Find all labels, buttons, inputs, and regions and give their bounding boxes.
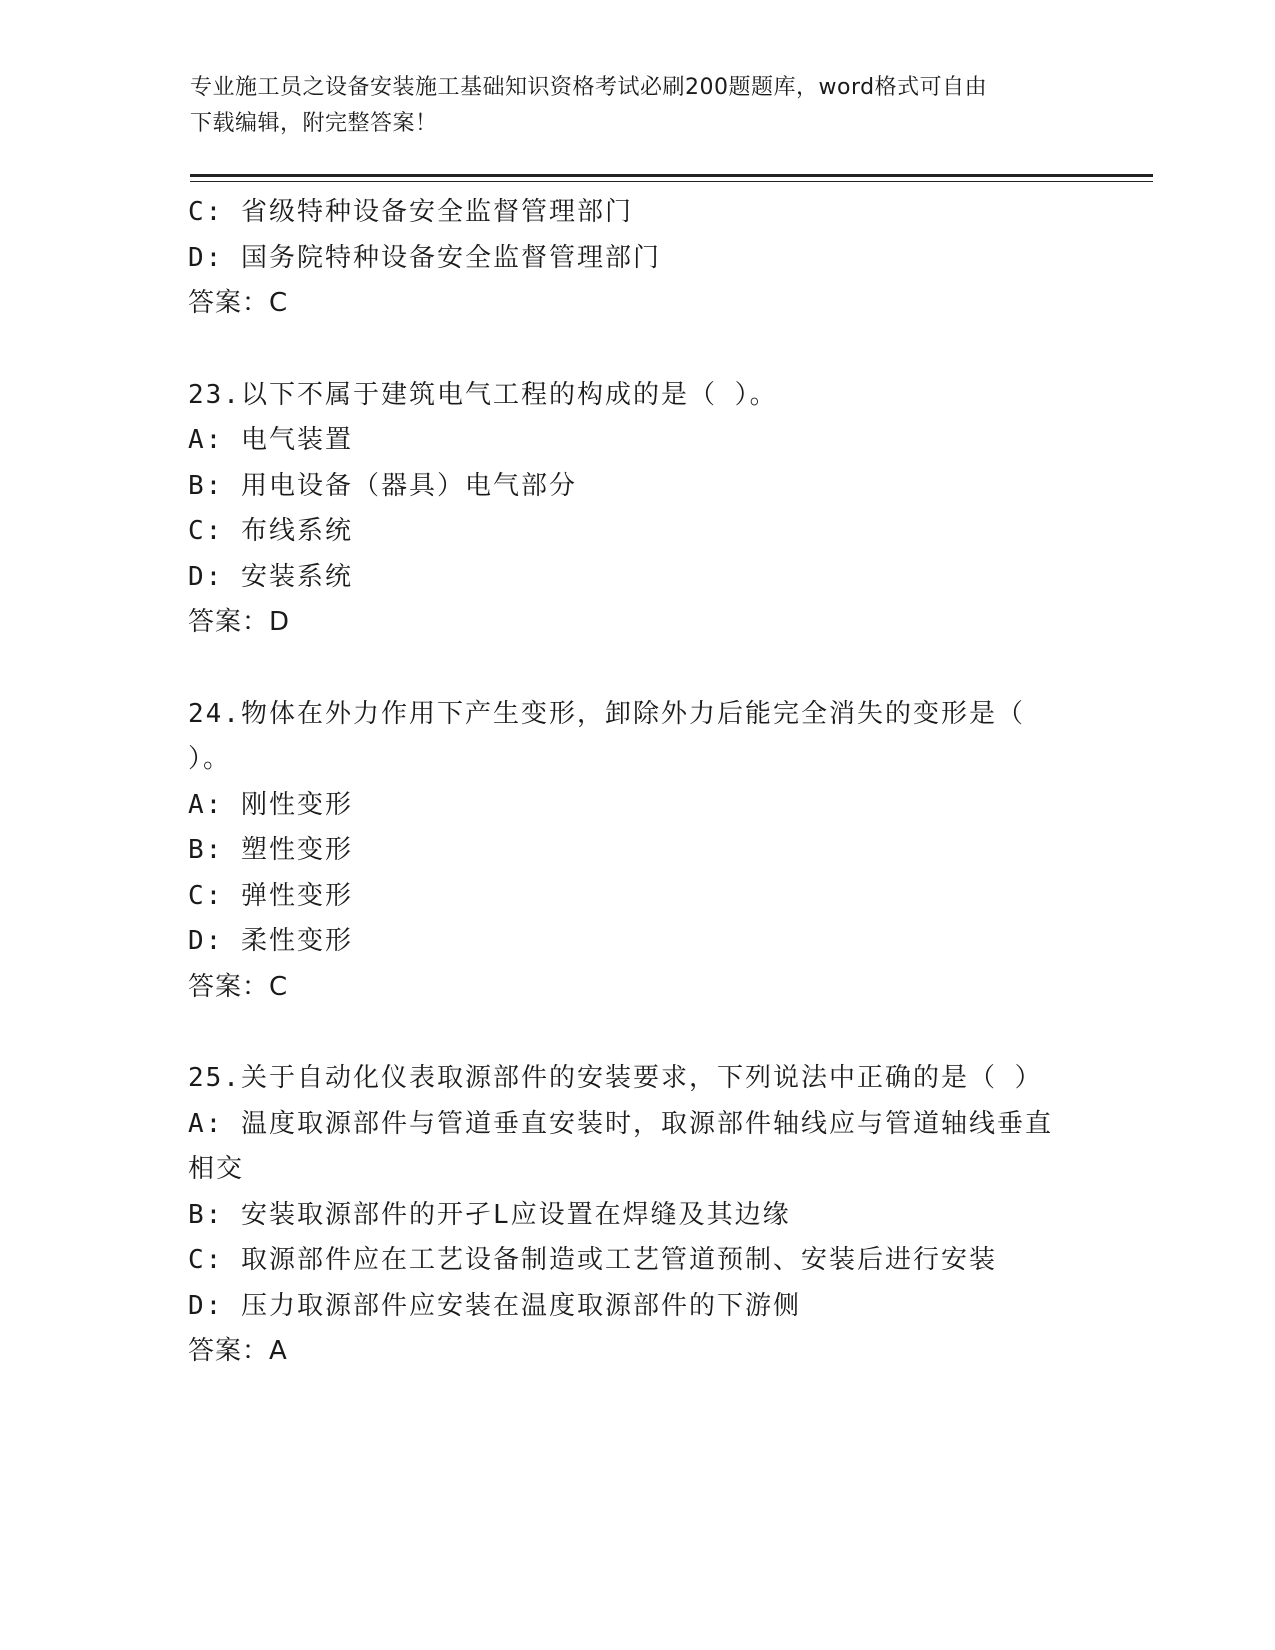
- option-a: A: 刚性变形: [188, 789, 353, 820]
- option-c: C: 取源部件应在工艺设备制造或工艺管道预制、安装后进行安装: [188, 1245, 997, 1275]
- question-25: [188, 1056, 1088, 1375]
- option-a: A: 电气装置: [188, 425, 353, 455]
- question-stem-line-2: ）。: [188, 744, 232, 774]
- option-c: C: 省级特种设备安全监督管理部门: [188, 197, 633, 227]
- header-divider-thick: [190, 174, 1153, 177]
- header-title-line-2: 下载编辑，附完整答案！: [190, 111, 438, 136]
- question-stem: 25.关于自动化仪表取源部件的安装要求，下列说法中正确的是（ ）: [188, 1063, 1043, 1093]
- option-b: B: 塑性变形: [188, 835, 353, 865]
- option-a-line-2: 相交: [188, 1154, 245, 1184]
- option-d: D: 国务院特种设备安全监督管理部门: [188, 242, 661, 273]
- question-22-tail: [188, 190, 1088, 327]
- document-header: [190, 70, 1090, 142]
- header-title-line-1: 专业施工员之设备安装施工基础知识资格考试必刷200题题库，word格式可自由: [190, 75, 988, 100]
- question-stem: 23.以下不属于建筑电气工程的构成的是（ ）。: [188, 379, 778, 410]
- answer-line: 答案：A: [188, 1336, 288, 1366]
- question-list: [188, 190, 1088, 1375]
- question-stem-line-1: 24.物体在外力作用下产生变形，卸除外力后能完全消失的变形是（: [188, 698, 1025, 729]
- answer-line: 答案：C: [188, 288, 289, 318]
- option-c: C: 弹性变形: [188, 880, 353, 911]
- option-b: B: 用电设备（器具）电气部分: [188, 470, 577, 501]
- option-c: C: 布线系统: [188, 516, 353, 546]
- header-divider-thin: [190, 181, 1153, 182]
- question-24: [188, 692, 1088, 1011]
- option-b: B: 安装取源部件的开孑L应设置在焊缝及其边缘: [188, 1199, 791, 1230]
- answer-line: 答案：C: [188, 971, 289, 1002]
- answer-line: 答案：D: [188, 607, 291, 637]
- question-23: [188, 373, 1088, 646]
- option-d: D: 压力取源部件应安装在温度取源部件的下游侧: [188, 1290, 801, 1321]
- option-d: D: 安装系统: [188, 561, 353, 592]
- option-d: D: 柔性变形: [188, 926, 353, 956]
- option-a-line-1: A: 温度取源部件与管道垂直安装时，取源部件轴线应与管道轴线垂直: [188, 1108, 1053, 1139]
